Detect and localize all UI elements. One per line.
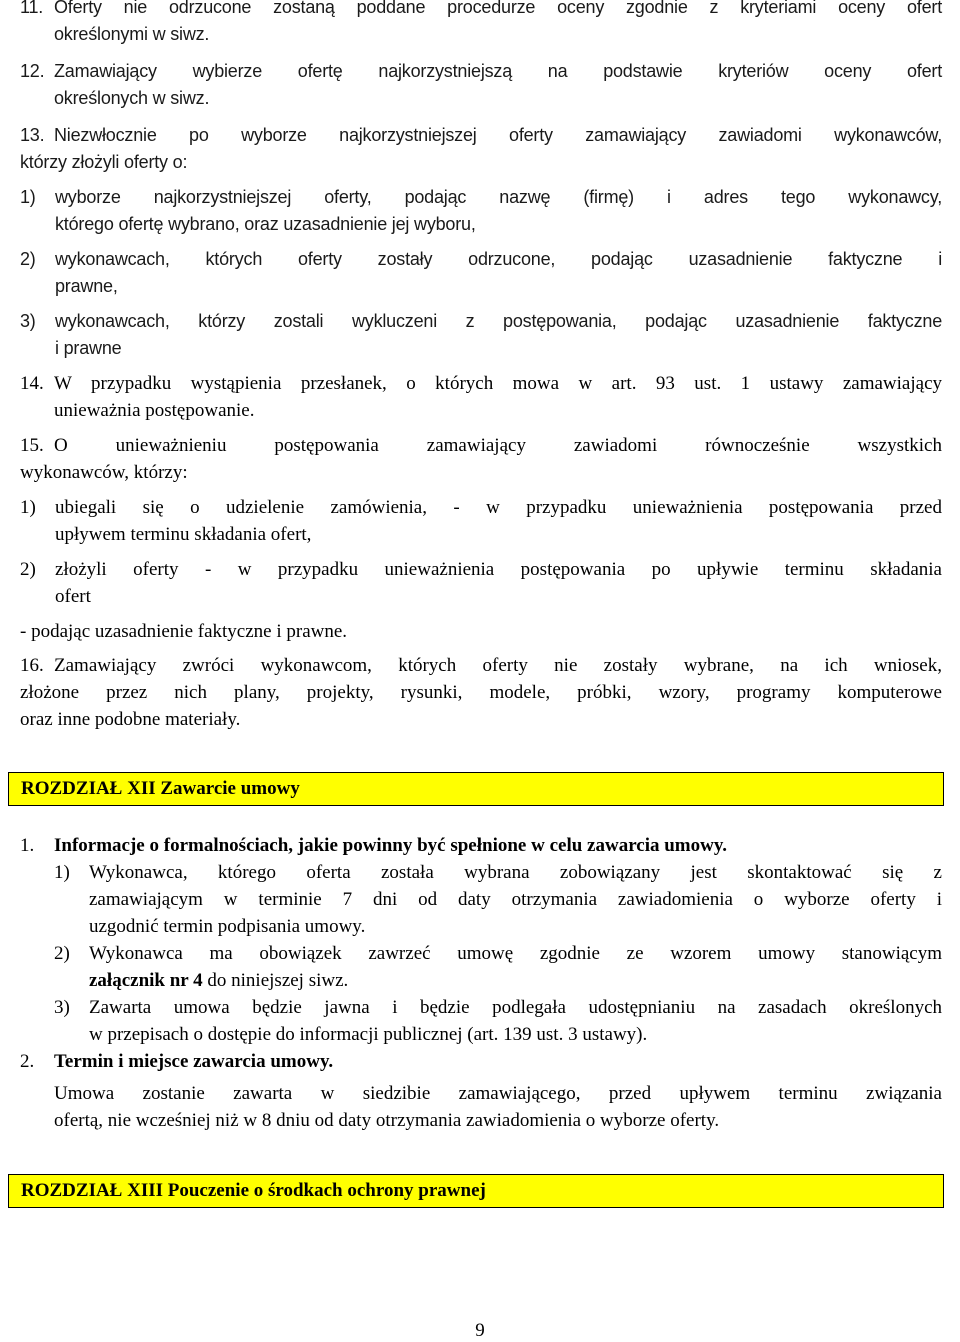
sub-text: prawne,	[55, 276, 118, 296]
item-13-sub-1	[20, 184, 942, 238]
item-number: 15.	[20, 435, 44, 456]
point-text: Wykonawca ma obowiązek zawrzeć umowę zgodnie ze wzorem umowy stanowiącym	[89, 943, 942, 964]
sub-text: wyborze najkorzystniejszej oferty, podając nazwę (firmę) i adres tego wykonawcy,	[55, 187, 942, 207]
sub-text: złożyli oferty - w przypadku unieważnienia postępowania po upływie terminu składania	[55, 559, 942, 580]
item-text: Zamawiający wybierze ofertę najkorzystniejszą na podstawie kryteriów oceny ofert	[54, 61, 942, 81]
page-number: 9	[475, 1320, 485, 1341]
item-number: 14.	[20, 373, 44, 394]
section-title: Informacje o formalnościach, jakie powinny być spełnione w celu zawarcia umowy.	[54, 835, 728, 856]
chapter-12-s1-point-3	[54, 994, 942, 1048]
chapter-12-heading: ROZDZIAŁ XII Zawarcie umowy	[8, 772, 944, 806]
item-text: określonych w siwz.	[54, 88, 210, 108]
chapter-12-section-1-heading	[20, 832, 942, 859]
item-number: 16.	[20, 655, 44, 676]
item-text: określonymi w siwz.	[54, 24, 210, 44]
sub-text: wykonawcach, którzy zostali wykluczeni z postępowania, podając uzasadnienie faktyczne	[55, 311, 942, 331]
item-number: 13.	[20, 125, 45, 145]
item-text: unieważnia postępowanie.	[54, 400, 255, 421]
item-14	[20, 370, 942, 424]
chapter-12-s1-point-1	[54, 859, 942, 940]
item-text: Niezwłocznie po wyborze najkorzystniejszej oferty zamawiający zawiadomi wykonawców,	[54, 125, 942, 145]
item-number: 11.	[20, 0, 44, 17]
sub-text: którego ofertę wybrano, oraz uzasadnienie jej wyboru,	[55, 214, 476, 234]
item-11	[20, 0, 942, 48]
sub-text: wykonawcach, których oferty zostały odrzucone, podając uzasadnienie faktyczne i	[55, 249, 942, 269]
point-text: zamawiającym w terminie 7 dni od daty otrzymania zawiadomienia o wyborze oferty i	[89, 889, 942, 910]
item-12	[20, 58, 942, 112]
item-13	[20, 122, 942, 176]
sub-number: 2)	[20, 249, 36, 269]
sub-number: 3)	[20, 311, 36, 331]
item-text: Zamawiający zwróci wykonawcom, których oferty nie zostały wybrane, na ich wniosek,	[54, 655, 942, 676]
item-text: którzy złożyli oferty o:	[20, 152, 188, 172]
sub-text: i prawne	[55, 338, 122, 358]
point-text: do niniejszej siwz.	[202, 970, 349, 991]
item-13-sub-2	[20, 246, 942, 300]
chapter-12-s1-point-2	[54, 940, 942, 994]
point-text: uzgodnić termin podpisania umowy.	[89, 916, 366, 937]
chapter-12-section-2-heading	[20, 1048, 942, 1075]
point-number: 2)	[54, 943, 70, 964]
item-text: O unieważnieniu postępowania zamawiający zawiadomi równocześnie wszystkich	[54, 435, 942, 456]
item-text: złożone przez nich plany, projekty, rysunki, modele, próbki, wzory, programy komputerowe	[20, 682, 942, 703]
item-15-sub-1	[20, 494, 942, 548]
item-text: W przypadku wystąpienia przesłanek, o których mowa w art. 93 ust. 1 ustawy zamawiający	[54, 373, 942, 394]
sub-text: ubiegali się o udzielenie zamówienia, - w przypadku unieważnienia postępowania przed	[55, 497, 942, 518]
point-text: Wykonawca, którego oferta została wybrana zobowiązany jest skontaktować się z	[89, 862, 942, 883]
item-text: Oferty nie odrzucone zostaną poddane procedurze oceny zgodnie z kryteriami oceny ofert	[54, 0, 942, 17]
body-text: ofertą, nie wcześniej niż w 8 dniu od daty otrzymania zawiadomienia o wyborze oferty.	[54, 1110, 720, 1131]
chapter-13-heading: ROZDZIAŁ XIII Pouczenie o środkach ochrony prawnej	[8, 1174, 944, 1208]
sub-number: 1)	[20, 497, 36, 518]
item-text: oraz inne podobne materiały.	[20, 709, 241, 730]
section-number: 2.	[20, 1051, 35, 1072]
point-text: w przepisach o dostępie do informacji publicznej (art. 139 ust. 3 ustawy).	[89, 1024, 648, 1045]
item-15-sub-2	[20, 556, 942, 610]
item-number: 12.	[20, 61, 45, 81]
sub-number: 1)	[20, 187, 36, 207]
item-text: wykonawców, którzy:	[20, 462, 188, 483]
point-number: 1)	[54, 862, 70, 883]
body-text: Umowa zostanie zawarta w siedzibie zamawiającego, przed upływem terminu związania	[54, 1083, 942, 1104]
section-title: Termin i miejsce zawarcia umowy.	[54, 1051, 334, 1072]
item-13-sub-3	[20, 308, 942, 362]
point-number: 3)	[54, 997, 70, 1018]
sub-number: 2)	[20, 559, 36, 580]
item-15-tail: - podając uzasadnienie faktyczne i prawne.	[20, 621, 348, 642]
point-text: Zawarta umowa będzie jawna i będzie podlegała udostępnianiu na zasadach określonych	[89, 997, 942, 1018]
attachment-reference: załącznik nr 4	[89, 970, 203, 991]
section-number: 1.	[20, 835, 35, 856]
sub-text: upływem terminu składania ofert,	[55, 524, 312, 545]
item-15	[20, 432, 942, 486]
sub-text: ofert	[55, 586, 91, 607]
item-16	[20, 652, 942, 733]
chapter-12-s2-body	[54, 1080, 942, 1134]
